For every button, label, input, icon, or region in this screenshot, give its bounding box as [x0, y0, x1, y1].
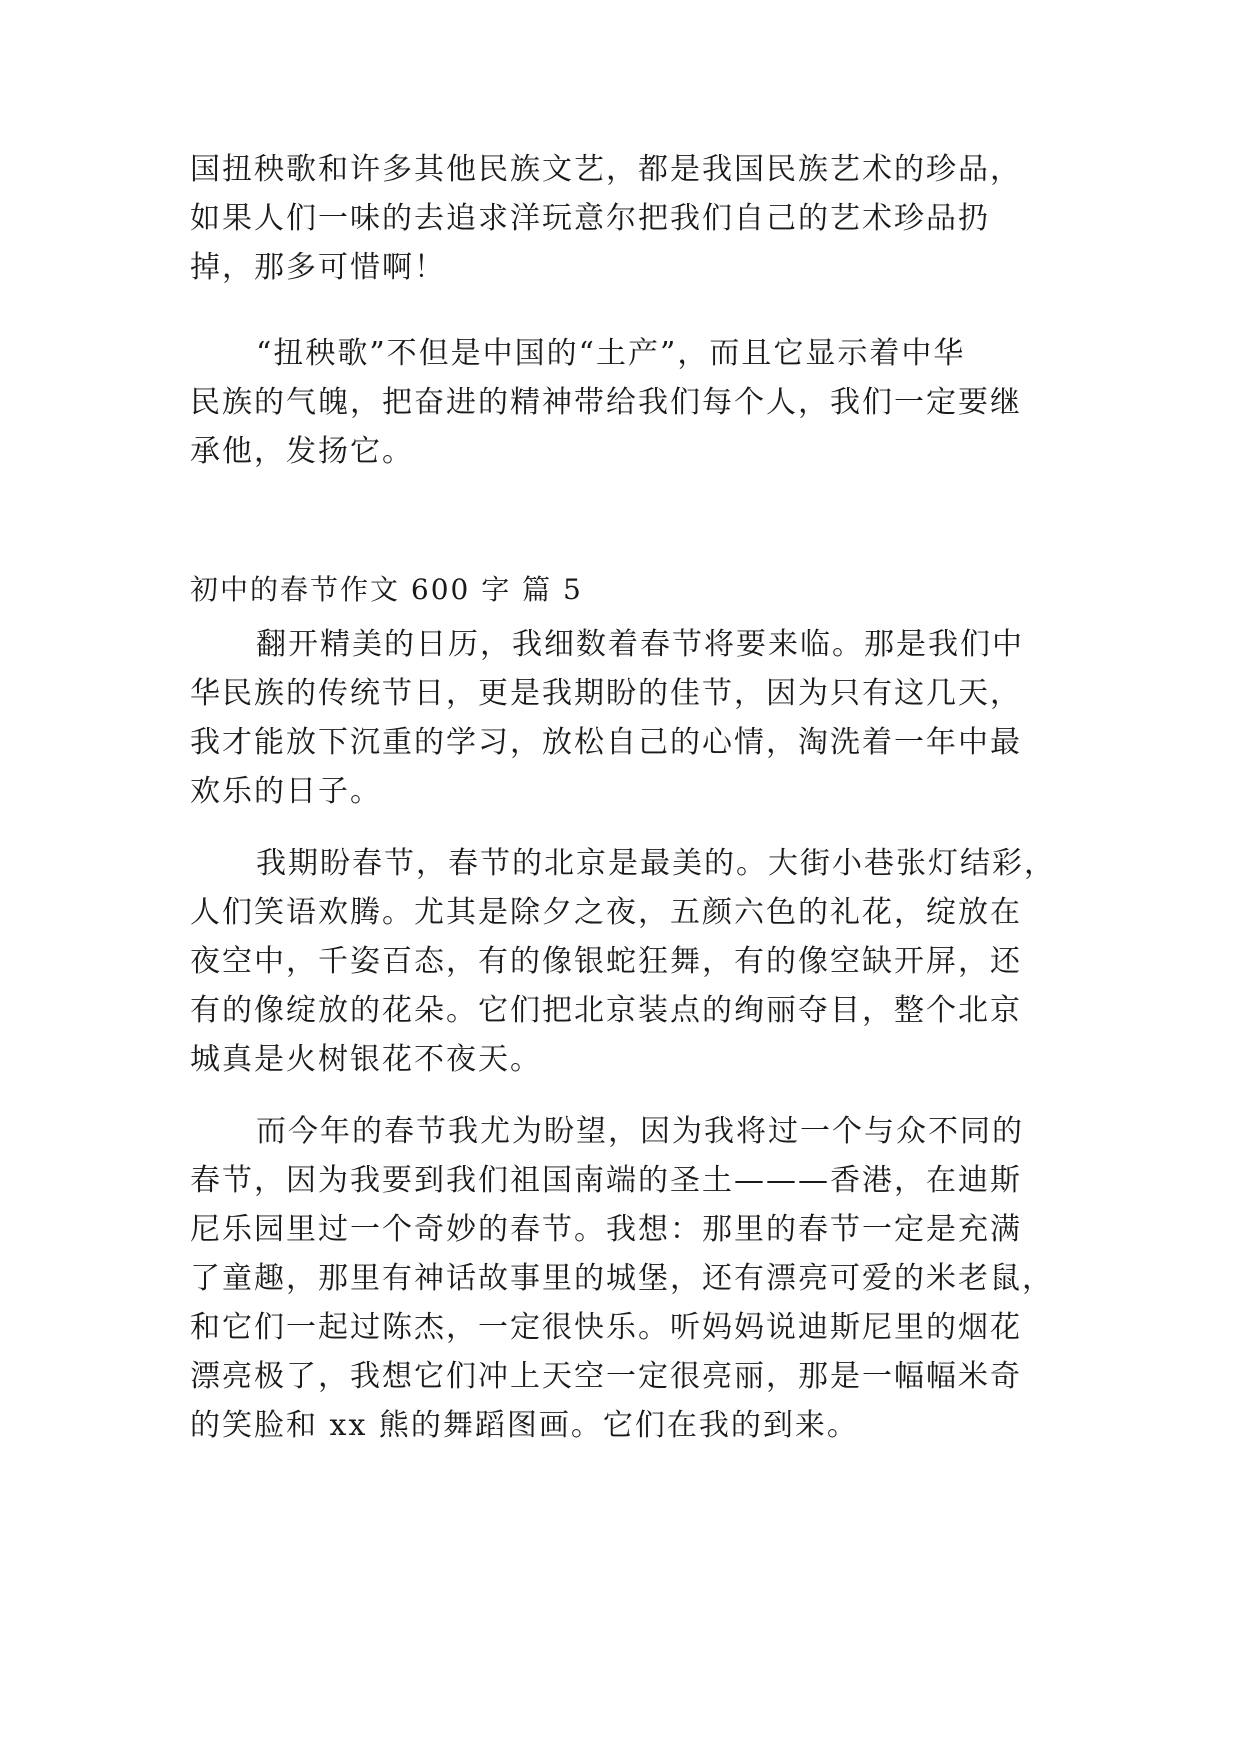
paragraph-line: 城真是火树银花不夜天。 — [190, 1042, 542, 1077]
paragraph-line: 的笑脸和 xx 熊的舞蹈图画。它们在我的到来。 — [190, 1408, 859, 1443]
paragraph-line: 夜空中，千姿百态，有的像银蛇狂舞，有的像空缺开屏，还 — [190, 944, 1022, 979]
paragraph-line: 如果人们一味的去追求洋玩意尔把我们自己的艺术珍品扔 — [190, 201, 990, 236]
paragraph-line: 了童趣，那里有神话故事里的城堡，还有漂亮可爱的米老鼠， — [190, 1261, 1054, 1296]
paragraph-line: 翻开精美的日历，我细数着春节将要来临。那是我们中 — [256, 627, 1024, 662]
paragraph-line: 民族的气魄，把奋进的精神带给我们每个人，我们一定要继 — [190, 385, 1022, 420]
paragraph-line: 有的像绽放的花朵。它们把北京装点的绚丽夺目，整个北京 — [190, 993, 1022, 1028]
paragraph-line: 国扭秧歌和许多其他民族文艺，都是我国民族艺术的珍品， — [190, 152, 1022, 187]
paragraph-line: “扭秧歌”不但是中国的“土产”，而且它显示着中华 — [256, 336, 966, 371]
paragraph-line: 欢乐的日子。 — [190, 774, 382, 809]
paragraph-line: 而今年的春节我尤为盼望，因为我将过一个与众不同的 — [256, 1114, 1024, 1149]
paragraph-line: 我期盼春节，春节的北京是最美的。大街小巷张灯结彩， — [256, 846, 1056, 881]
section-title: 初中的春节作文 600 字 篇 5 — [190, 573, 583, 606]
paragraph-line: 承他，发扬它。 — [190, 434, 414, 469]
paragraph-line: 华民族的传统节日，更是我期盼的佳节，因为只有这几天， — [190, 676, 1022, 711]
paragraph-line: 春节，因为我要到我们祖国南端的圣土———香港，在迪斯 — [190, 1163, 1022, 1198]
paragraph-line: 漂亮极了，我想它们冲上天空一定很亮丽，那是一幅幅米奇 — [190, 1359, 1022, 1394]
paragraph-line: 我才能放下沉重的学习，放松自己的心情，淘洗着一年中最 — [190, 725, 1022, 760]
paragraph-line: 人们笑语欢腾。尤其是除夕之夜，五颜六色的礼花，绽放在 — [190, 895, 1022, 930]
paragraph-line: 尼乐园里过一个奇妙的春节。我想：那里的春节一定是充满 — [190, 1212, 1022, 1247]
paragraph-line: 和它们一起过陈杰，一定很快乐。听妈妈说迪斯尼里的烟花 — [190, 1310, 1022, 1345]
paragraph-line: 掉，那多可惜啊！ — [190, 250, 446, 285]
